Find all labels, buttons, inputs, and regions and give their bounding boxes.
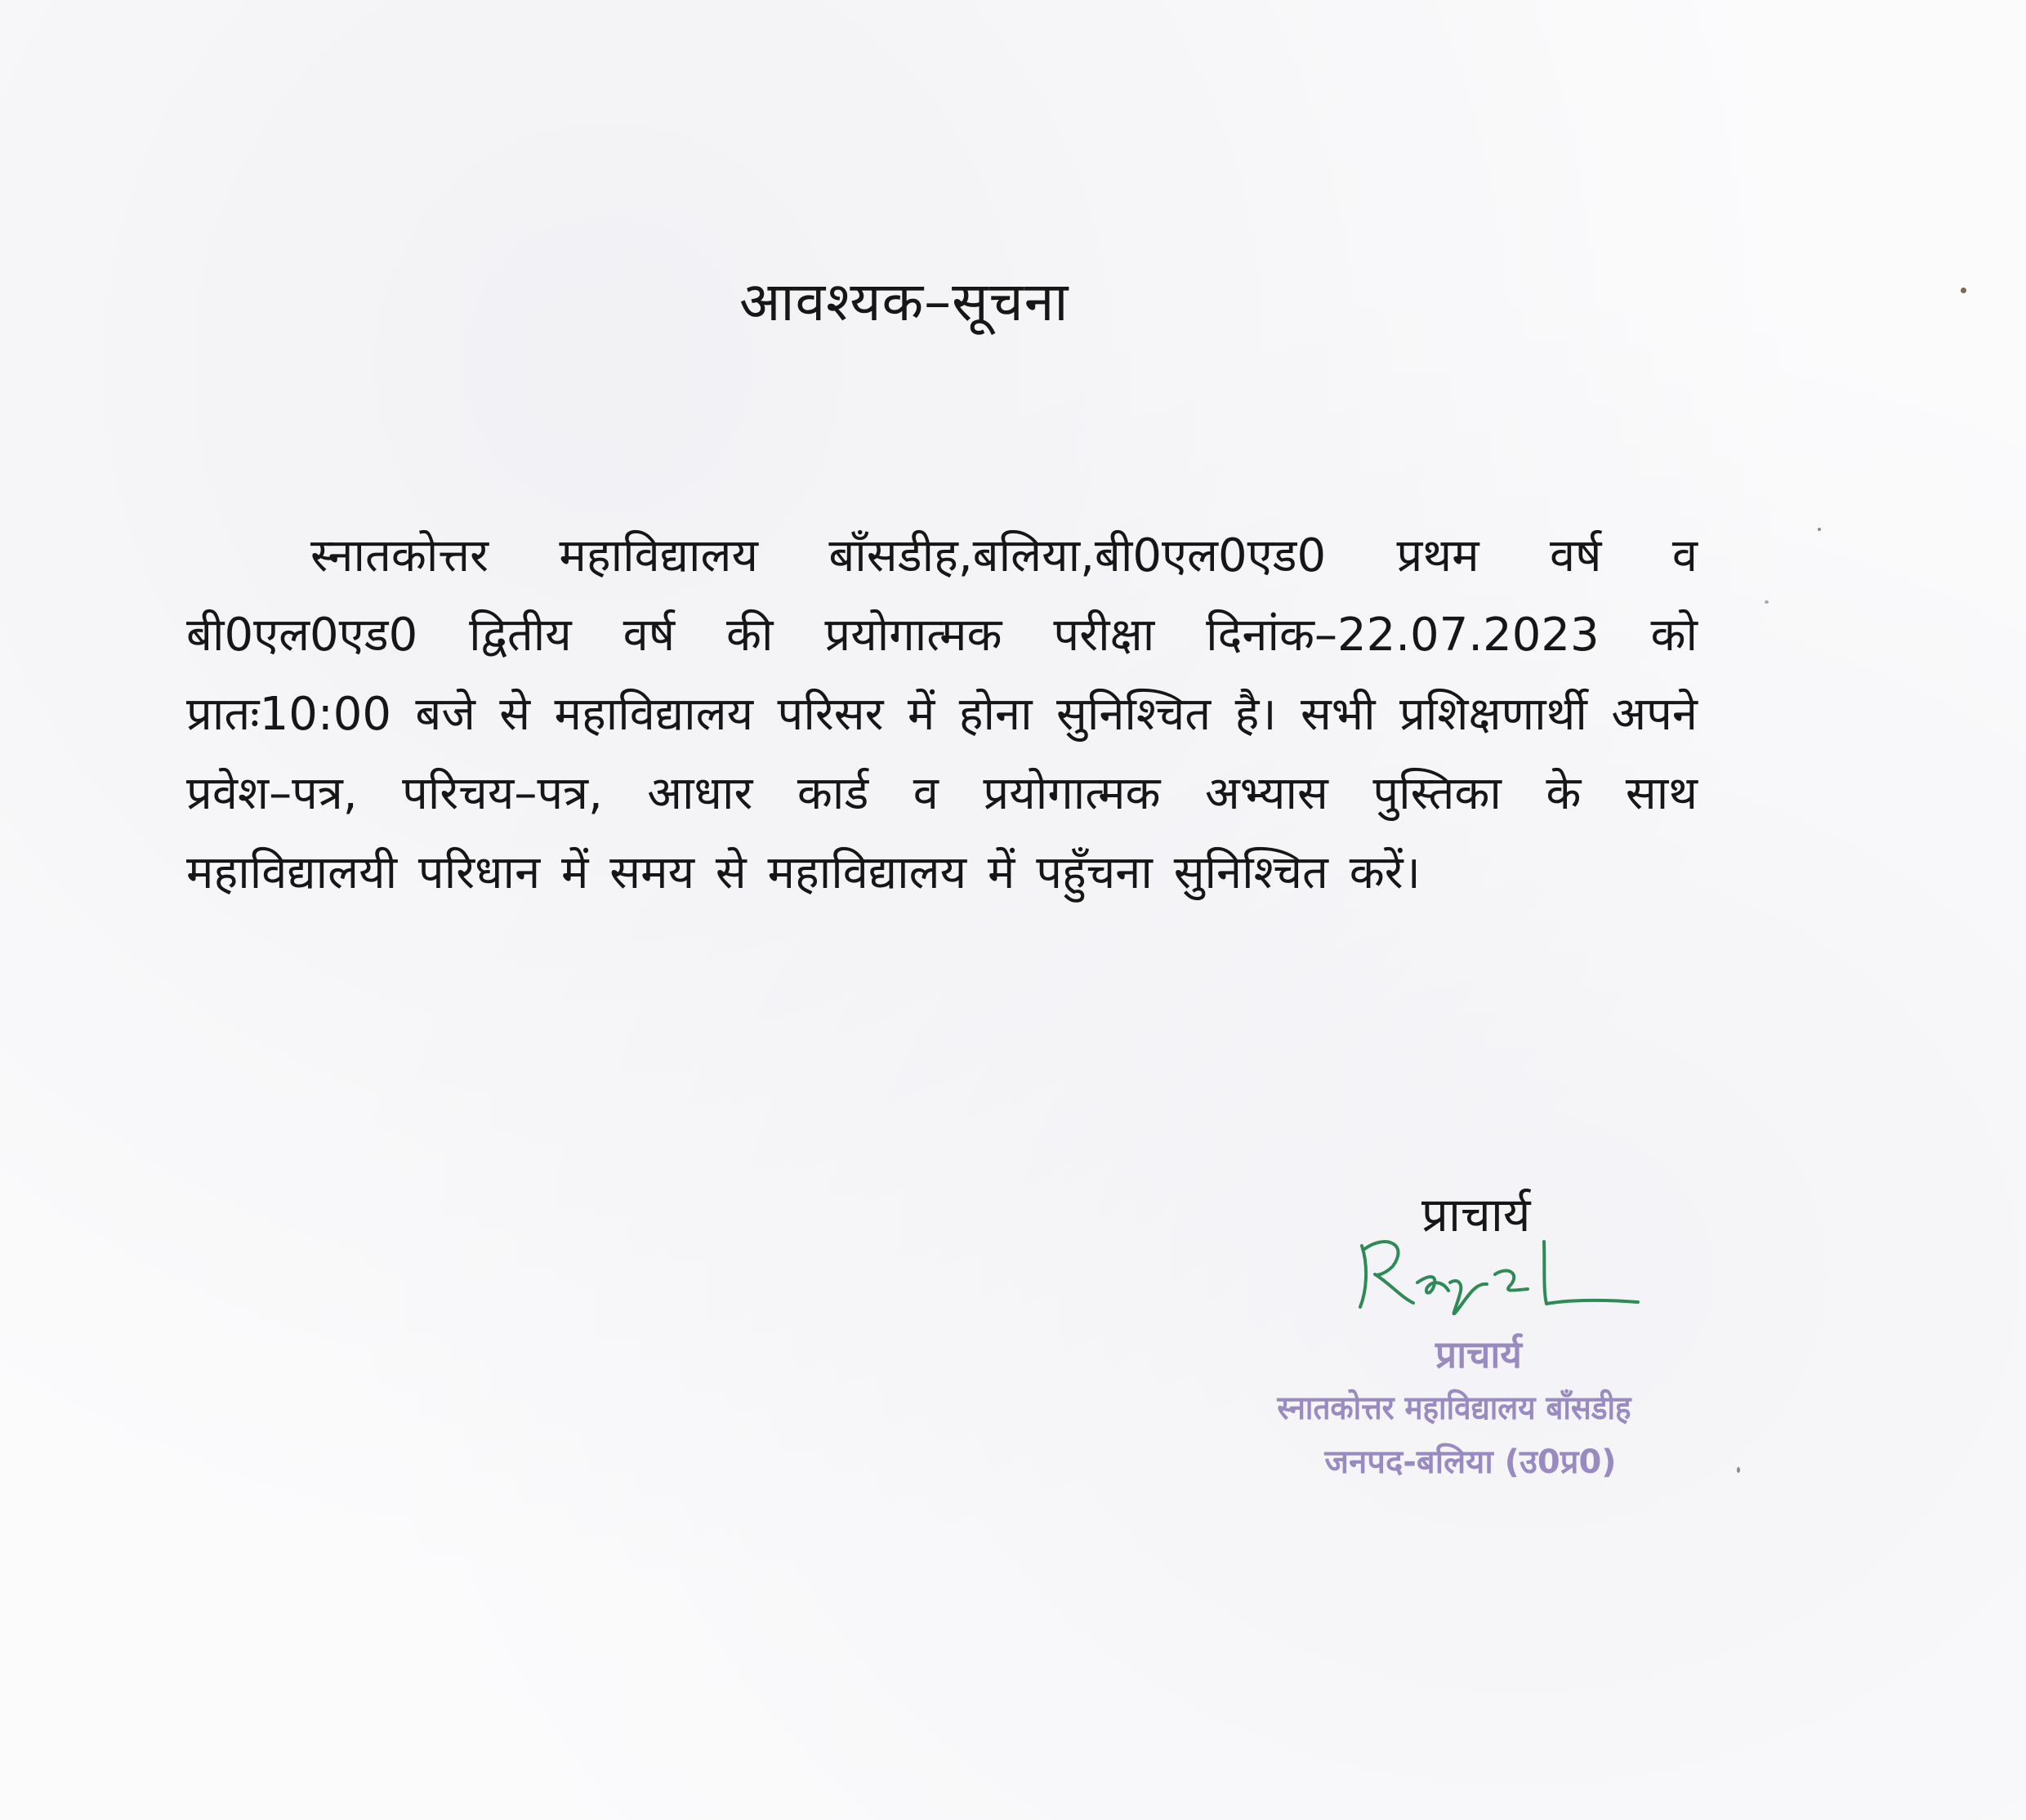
paper-speck xyxy=(1961,288,1966,293)
paper-speck xyxy=(1765,600,1769,604)
paper-speck xyxy=(1818,528,1821,531)
handwritten-signature xyxy=(1352,1225,1646,1323)
stamp-line-district: जनपद-बलिया (उ0प्र0) xyxy=(1324,1443,1617,1481)
paper-speck xyxy=(1737,1467,1740,1473)
stamp-line-college: स्नातकोत्तर महाविद्यालय बाँसडीह xyxy=(1277,1390,1631,1427)
notice-title: आवश्यक–सूचना xyxy=(739,270,1069,333)
official-stamp xyxy=(1201,1327,1707,1489)
principal-designation: प्राचार्य xyxy=(1421,1187,1531,1242)
stamp-line-principal: प्राचार्य xyxy=(1435,1332,1522,1376)
notice-body: स्नातकोत्तर महाविद्यालय बाँसडीह,बलिया,बी0एल0एड0 प्रथम वर्ष व बी0एल0एड0 द्वितीय वर्ष की प्रयोगात्मक परीक्षा दिनांक–22.07.2023 को प्रातः10:00 बजे से महाविद्यालय परिसर में होना सुनिश्चित है। सभी प्रशिक्षणार्थी अपने प्रवेश–पत्र, परिचय–पत्र, आधार कार्ड व प्रयोगात्मक अभ्यास पुस्तिका के साथ महाविद्यालयी परिधान में समय से महाविद्यालय में पहुँचना सुनिश्चित करें। xyxy=(186,529,1698,899)
